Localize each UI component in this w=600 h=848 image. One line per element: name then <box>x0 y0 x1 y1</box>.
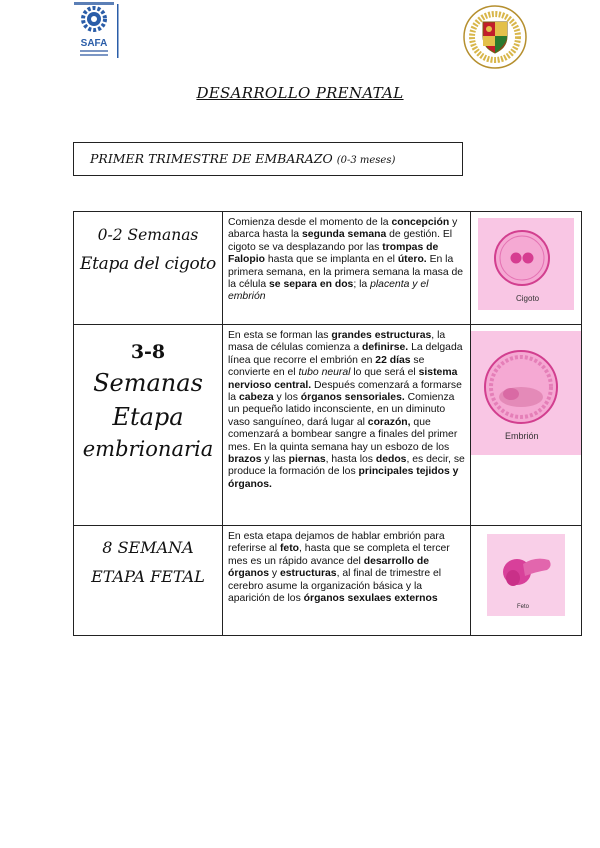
description-text: En la primera semana, en la primera semana la masa de la célula <box>228 254 464 291</box>
description-text: 22 días <box>375 354 411 366</box>
stage-label-line: Semanas <box>93 369 203 397</box>
stage-label-line: Etapa del cigoto <box>80 254 216 274</box>
stage-image-cell <box>471 526 582 636</box>
description-text: , es decir, se produce la formación de los <box>228 454 465 478</box>
description-text: segunda semana <box>301 229 387 241</box>
section-title: PRIMER TRIMESTRE DE EMBARAZO <box>90 151 333 166</box>
description-text: útero. <box>397 254 427 266</box>
description-text: y <box>269 568 280 580</box>
description-text: grandes estructuras <box>331 330 432 341</box>
description-text: , hasta que se completa el tercer mes es un rápido avance del <box>228 543 450 567</box>
description-text: principales tejidos y órganos. <box>228 466 459 490</box>
description-text: que comenzará a bombear sangre a finales del primer mes. En la quinta semana hay un esbozo de los <box>228 416 458 453</box>
description-text: corazón, <box>367 416 411 428</box>
description-text: La delgada línea que recorre el embrión en <box>228 342 463 366</box>
description-text: cabeza <box>238 392 274 404</box>
description-text: y abarca hasta la <box>228 217 458 241</box>
stage-image-cell <box>471 212 582 325</box>
table-row <box>74 212 582 325</box>
description-text: concepción <box>391 217 450 228</box>
description-text: órganos sensoriales. <box>300 392 405 404</box>
safa-logo <box>70 2 122 60</box>
description-text: trompas de Falopio <box>228 241 439 266</box>
stage-description <box>223 325 471 526</box>
description-text: feto <box>279 543 300 555</box>
fetus-illustration <box>487 534 565 616</box>
description-text: En esta se forman las <box>228 330 332 341</box>
stage-label-line: 0-2 Semanas <box>97 226 199 244</box>
description-text: , al final de trimestre el cerebro asume la organización básica y la aparición de los <box>228 568 442 605</box>
table-row <box>74 526 582 636</box>
image-caption: Embrión <box>505 431 539 441</box>
description-text: tubo neural <box>298 367 351 379</box>
description-text: dedos <box>375 454 407 466</box>
description-text: ; la <box>353 279 371 291</box>
image-caption: Cigoto <box>516 294 540 303</box>
description-text: órganos sexulaes externos <box>303 593 438 605</box>
stages-table <box>73 211 582 636</box>
gear-logo-icon <box>70 2 122 60</box>
description-text: estructuras <box>279 568 337 580</box>
stage-label-line: Etapa <box>112 403 184 431</box>
description-text: se convierte en el <box>228 354 425 379</box>
description-text: , la masa de células comienza a <box>228 330 446 354</box>
university-logo <box>462 4 528 70</box>
description-text: de gestión. El cigoto se va desplazando por las <box>228 229 453 253</box>
description-text: , hasta los <box>325 454 376 466</box>
description-text: Comienza desde el momento de la <box>228 217 392 228</box>
stage-label-line: embrionaria <box>82 437 214 461</box>
stage-label-line: 8 SEMANA <box>102 538 194 557</box>
stage-label-cell <box>74 212 223 325</box>
embryo-illustration <box>471 331 581 455</box>
description-text: desarrollo de órganos <box>228 555 430 580</box>
shield-logo-icon <box>462 4 528 70</box>
description-text: Después comenzará a formarse la <box>228 379 462 404</box>
stage-label-cell <box>74 325 223 526</box>
stage-label-line: 3-8 <box>130 341 166 363</box>
description-text: sistema nervioso central. <box>228 367 458 391</box>
safa-logo-text: SAFA <box>80 38 108 49</box>
description-text: hasta que se implanta en el <box>264 254 398 266</box>
stage-label-cell <box>74 526 223 636</box>
section-title-box <box>73 142 463 176</box>
description-text: En esta etapa dejamos de hablar embrión para referirse al <box>228 531 445 555</box>
page-title: DESARROLLO PRENATAL <box>196 84 404 102</box>
description-text: placenta y el embrión <box>228 279 429 303</box>
zygote-illustration <box>478 218 574 310</box>
description-text: lo que será el <box>350 367 419 379</box>
description-text: y las <box>261 454 289 466</box>
stage-image-cell <box>471 325 582 526</box>
stage-description <box>223 212 471 325</box>
description-text: piernas <box>288 454 326 466</box>
description-text: definirse. <box>362 342 409 354</box>
description-text: brazos <box>228 454 262 466</box>
stage-description <box>223 526 471 636</box>
table-row <box>74 325 582 526</box>
description-text: y los <box>273 392 301 404</box>
stage-label-line: ETAPA FETAL <box>91 567 205 586</box>
section-subtitle: (0-3 meses) <box>336 155 396 166</box>
description-text: se separa en dos <box>269 279 354 291</box>
image-caption: Feto <box>517 604 530 610</box>
description-text: Comienza un pequeño latido inconsciente, en un diminuto vaso sanguíneo, dará lugar al <box>228 392 455 428</box>
